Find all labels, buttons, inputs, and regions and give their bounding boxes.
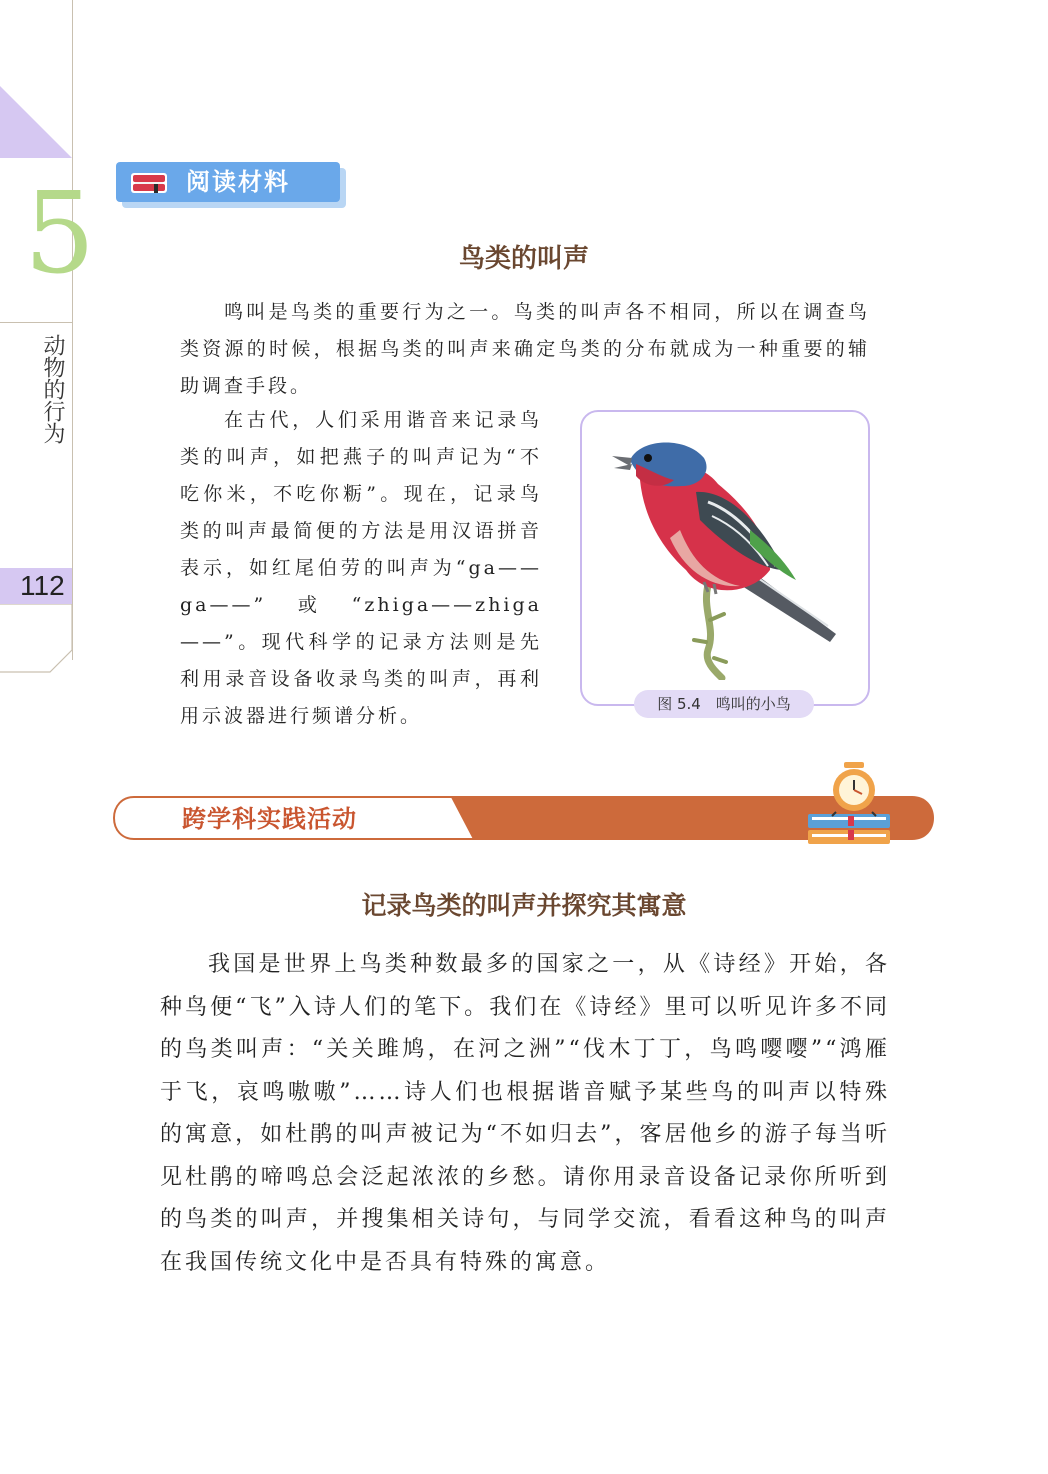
reading-material-banner: [116, 162, 340, 202]
chapter-divider: [0, 322, 72, 323]
activity-title: 记录鸟类的叫声并探究其寓意: [361, 891, 687, 920]
corner-decoration: [0, 86, 72, 158]
reading-paragraph-2: 在古代，人们采用谐音来记录鸟类的叫声，如把燕子的叫声记为“不吃你米，不吃你粝”。现在，记录鸟类的叫声最简便的方法是用汉语拼音表示，如红尾伯劳的叫声为“ga——ga——”或“zhiga——zhiga——”。现代科学的记录方法则是先利用录音设备收录鸟类的叫声，再利用示波器进行频谱分析。: [180, 409, 542, 727]
singing-bird-illustration: [600, 420, 850, 680]
margin-rule: [72, 0, 73, 660]
page-chevron-decoration: [0, 604, 72, 674]
activity-paragraph: 我国是世界上鸟类种数最多的国家之一，从《诗经》开始，各种鸟便“飞”入诗人们的笔下。我们在《诗经》里可以听见许多不同的鸟类叫声：“关关雎鸠，在河之洲”“伐木丁丁，鸟鸣嘤嘤”“鸿雁于飞，哀鸣嗷嗷”……诗人们也根据谐音赋予某些鸟的叫声以特殊的寓意，如杜鹃的叫声被记为“不如归去”，客居他乡的游子每当听见杜鹃的啼鸣总会泛起浓浓的乡愁。请你用录音设备记录你所听到的鸟类的叫声，并搜集相关诗句，与同学交流，看看这种鸟的叫声在我国传统文化中是否具有特殊的寓意。: [160, 952, 890, 1275]
reading-title: 鸟类的叫声: [458, 244, 589, 274]
book-icon: [130, 171, 170, 195]
figure-caption: 图 5.4 鸣叫的小鸟: [634, 690, 814, 718]
reading-paragraph-1: 鸣叫是鸟类的重要行为之一。鸟类的叫声各不相同，所以在调查鸟类资源的时候，根据鸟类的叫声来确定鸟类的分布就成为一种重要的辅助调查手段。: [180, 301, 870, 397]
activity-label: 跨学科实践活动: [182, 805, 357, 833]
chapter-number: 5: [24, 169, 96, 299]
page-number: 112: [20, 570, 65, 601]
chapter-title: 动物的行为: [40, 334, 65, 444]
reading-material-label: 阅读材料: [186, 168, 290, 196]
